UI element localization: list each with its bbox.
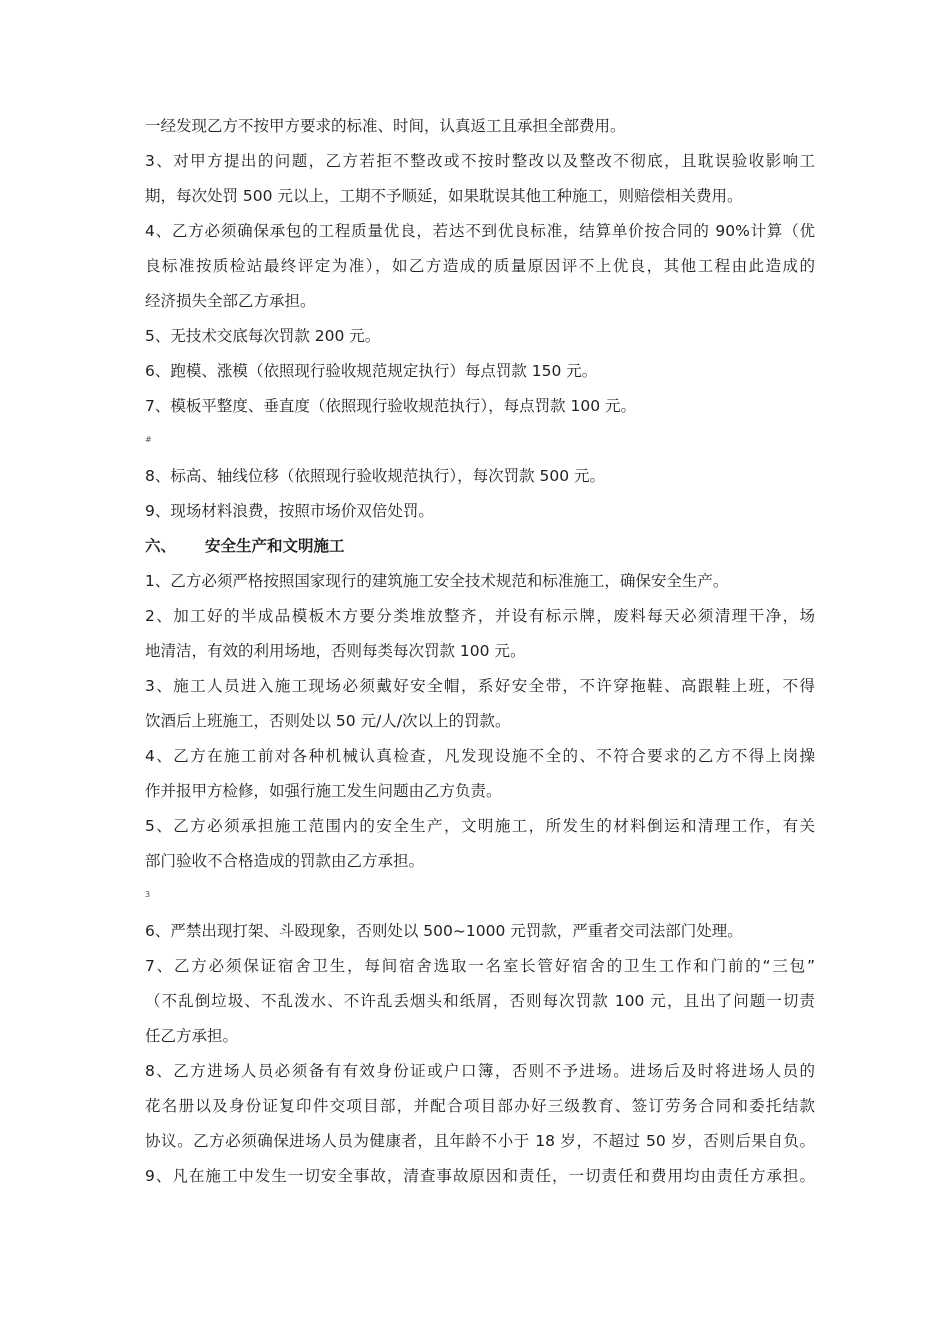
section-title: 安全生产和文明施工 — [205, 537, 345, 555]
page-mark — [145, 879, 815, 914]
paragraph-line: 3、施工人员进入施工现场必须戴好安全帽，系好安全带，不许穿拖鞋、高跟鞋上班，不得 — [145, 677, 815, 695]
paragraph-line: 任乙方承担。 — [145, 1027, 239, 1045]
paragraph-line: 地清洁，有效的利用场地，否则每类每次罚款 100 元。 — [145, 642, 526, 660]
section-number: 六、 — [145, 537, 177, 555]
paragraph-line: 2、加工好的半成品模板木方要分类堆放整齐，并设有标示牌，废料每天必须清理干净，场 — [145, 607, 815, 625]
page-mark-text: # — [145, 435, 152, 444]
paragraph-line: 4、乙方必须确保承包的工程质量优良，若达不到优良标准，结算单价按合同的 90%计算（优 — [145, 222, 815, 240]
paragraph-line: 部门验收不合格造成的罚款由乙方承担。 — [145, 852, 425, 870]
paragraph-line: 8、标高、轴线位移（依照现行验收规范执行），每次罚款 500 元。 — [145, 467, 606, 485]
document-body — [145, 109, 815, 1194]
paragraph-line: 良标准按质检站最终评定为准），如乙方造成的质量原因评不上优良，其他工程由此造成的 — [145, 257, 815, 275]
paragraph-line: （不乱倒垃圾、不乱泼水、不许乱丢烟头和纸屑，否则每次罚款 100 元，且出了问题一切责 — [145, 992, 815, 1010]
page-mark-text: 3 — [145, 890, 151, 899]
paragraph-line: 3、对甲方提出的问题，乙方若拒不整改或不按时整改以及整改不彻底，且耽误验收影响工 — [145, 152, 815, 170]
paragraph-line: 6、跑模、涨模（依照现行验收规范规定执行）每点罚款 150 元。 — [145, 362, 598, 380]
paragraph-line: 8、乙方进场人员必须备有有效身份证或户口簿，否则不予进场。进场后及时将进场人员的 — [145, 1062, 815, 1080]
paragraph-line: 7、乙方必须保证宿舍卫生，每间宿舍选取一名室长管好宿舍的卫生工作和门前的“三包” — [145, 957, 815, 975]
paragraph-line: 协议。乙方必须确保进场人员为健康者，且年龄不小于 18 岁，不超过 50 岁，否则后果自负。 — [145, 1132, 815, 1150]
paragraph-line: 作并报甲方检修，如强行施工发生问题由乙方负责。 — [145, 782, 502, 800]
page-mark — [145, 424, 815, 459]
paragraph-line: 一经发现乙方不按甲方要求的标准、时间，认真返工且承担全部费用。 — [145, 117, 626, 135]
section-heading — [145, 529, 815, 564]
paragraph-line: 7、模板平整度、垂直度（依照现行验收规范执行），每点罚款 100 元。 — [145, 397, 637, 415]
paragraph-line: 9、凡在施工中发生一切安全事故，清查事故原因和责任，一切责任和费用均由责任方承担。 — [145, 1167, 815, 1185]
paragraph-line: 期，每次处罚 500 元以上，工期不予顺延，如果耽误其他工种施工，则赔偿相关费用。 — [145, 187, 743, 205]
paragraph-line: 饮酒后上班施工，否则处以 50 元/人/次以上的罚款。 — [145, 712, 511, 730]
paragraph-line: 9、现场材料浪费，按照市场价双倍处罚。 — [145, 502, 434, 520]
paragraph-line: 花名册以及身份证复印件交项目部，并配合项目部办好三级教育、签订劳务合同和委托结款 — [145, 1097, 815, 1115]
paragraph-line: 经济损失全部乙方承担。 — [145, 292, 316, 310]
paragraph-line: 5、无技术交底每次罚款 200 元。 — [145, 327, 381, 345]
paragraph-line: 5、乙方必须承担施工范围内的安全生产，文明施工，所发生的材料倒运和清理工作，有关 — [145, 817, 815, 835]
paragraph-line: 4、乙方在施工前对各种机械认真检查，凡发现设施不全的、不符合要求的乙方不得上岗操 — [145, 747, 815, 765]
paragraph-line: 6、严禁出现打架、斗殴现象，否则处以 500~1000 元罚款，严重者交司法部门处理。 — [145, 922, 743, 940]
paragraph-line: 1、乙方必须严格按照国家现行的建筑施工安全技术规范和标准施工，确保安全生产。 — [145, 572, 729, 590]
